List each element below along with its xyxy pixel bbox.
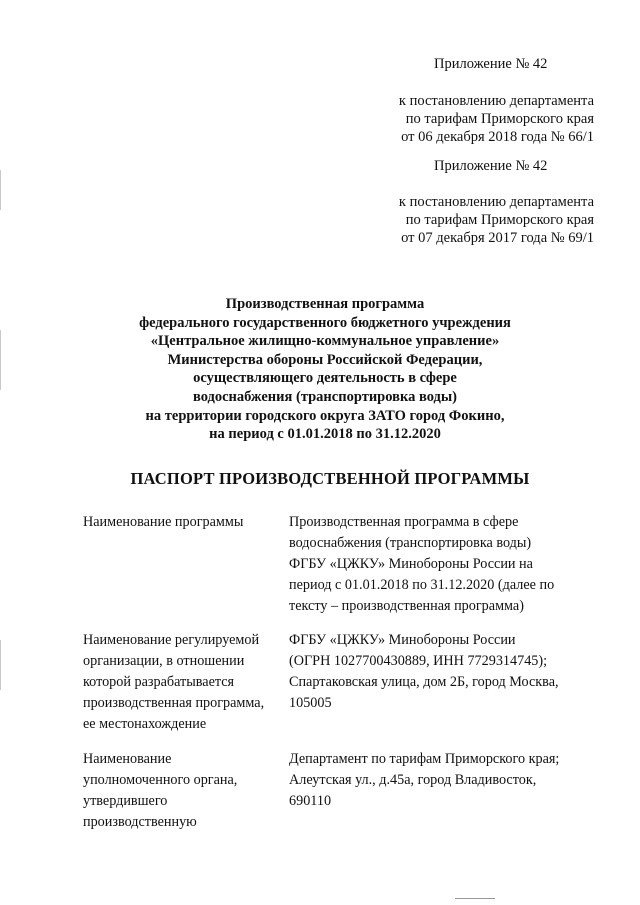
scan-edge-mark — [0, 640, 1, 690]
program-title-line: Министерства обороны Российской Федерации, — [167, 351, 483, 368]
row-label-line: уполномоченного органа, — [83, 772, 238, 788]
row-label-line: ее местонахождение — [83, 716, 207, 732]
passport-row-2-label — [83, 630, 283, 735]
appendix-2-line: по тарифам Приморского края — [405, 212, 594, 228]
row-value-line: 105005 — [289, 695, 332, 711]
row-label-line: утвердившего — [83, 793, 168, 809]
program-title-line: «Центральное жилищно-коммунальное управление» — [150, 333, 500, 350]
passport-row-3-value — [289, 749, 599, 812]
row-value-line: 690110 — [289, 793, 332, 809]
appendix-2-line: от 07 декабря 2017 года № 69/1 — [401, 230, 594, 246]
program-title-line: на территории городского округа ЗАТО город Фокино, — [145, 407, 505, 424]
scan-bottom-mark — [455, 898, 495, 899]
appendix-2-line: к постановлению департамента — [398, 194, 594, 210]
program-title-line: осуществляющего деятельность в сфере — [193, 370, 457, 387]
row-label-line: производственная программа, — [83, 695, 265, 711]
program-title-line: на период с 01.01.2018 по 31.12.2020 — [209, 426, 441, 443]
passport-row-1-value — [289, 512, 599, 617]
scan-edge-mark — [0, 170, 1, 210]
passport-title: ПАСПОРТ ПРОИЗВОДСТВЕННОЙ ПРОГРАММЫ — [130, 469, 530, 488]
row-value-line: Спартаковская улица, дом 2Б, город Москва, — [289, 674, 559, 690]
row-value-line: Алеутская ул., д.45а, город Владивосток, — [289, 772, 537, 788]
passport-row-3-label — [83, 749, 283, 833]
row-label-line: Наименование — [83, 751, 172, 767]
row-value-line: тексту – производственная программа) — [289, 598, 524, 614]
row-label-line: которой разрабатывается — [83, 674, 235, 690]
row-value-line: Производственная программа в сфере — [289, 514, 519, 530]
appendix-2-title: Приложение № 42 — [434, 158, 548, 174]
program-title-line: Производственная программа — [225, 296, 425, 312]
appendix-1-line: от 06 декабря 2018 года № 66/1 — [401, 129, 594, 145]
program-title-line: федерального государственного бюджетного учреждения — [139, 314, 511, 331]
appendix-1-line: по тарифам Приморского края — [405, 111, 594, 127]
appendix-1-title: Приложение № 42 — [434, 56, 548, 72]
row-value-line: ФГБУ «ЦЖКУ» Минобороны России — [289, 632, 516, 648]
appendix-2-text — [399, 193, 594, 247]
row-label-line: производственную — [83, 814, 197, 830]
passport-row-2-value — [289, 630, 599, 714]
row-value-line: Департамент по тарифам Приморского края; — [289, 751, 560, 767]
row-value-line: (ОГРН 1027700430889, ИНН 7729314745); — [289, 653, 548, 669]
row-value-line: водоснабжения (транспортировка воды) — [289, 535, 532, 551]
row-value-line: период с 01.01.2018 по 31.12.2020 (далее по — [289, 577, 555, 593]
row-label-line: организации, в отношении — [83, 653, 245, 669]
appendix-1-line: к постановлению департамента — [398, 93, 594, 109]
row-value-line: ФГБУ «ЦЖКУ» Минобороны России на — [289, 556, 533, 572]
row-label-line: Наименование программы — [83, 514, 244, 530]
program-title — [60, 295, 590, 444]
scan-edge-mark — [0, 330, 1, 390]
row-label-line: Наименование регулируемой — [83, 632, 260, 648]
appendix-1-text — [399, 92, 594, 146]
program-title-line: водоснабжения (транспортировка воды) — [192, 388, 458, 405]
passport-row-1-label — [83, 512, 283, 533]
